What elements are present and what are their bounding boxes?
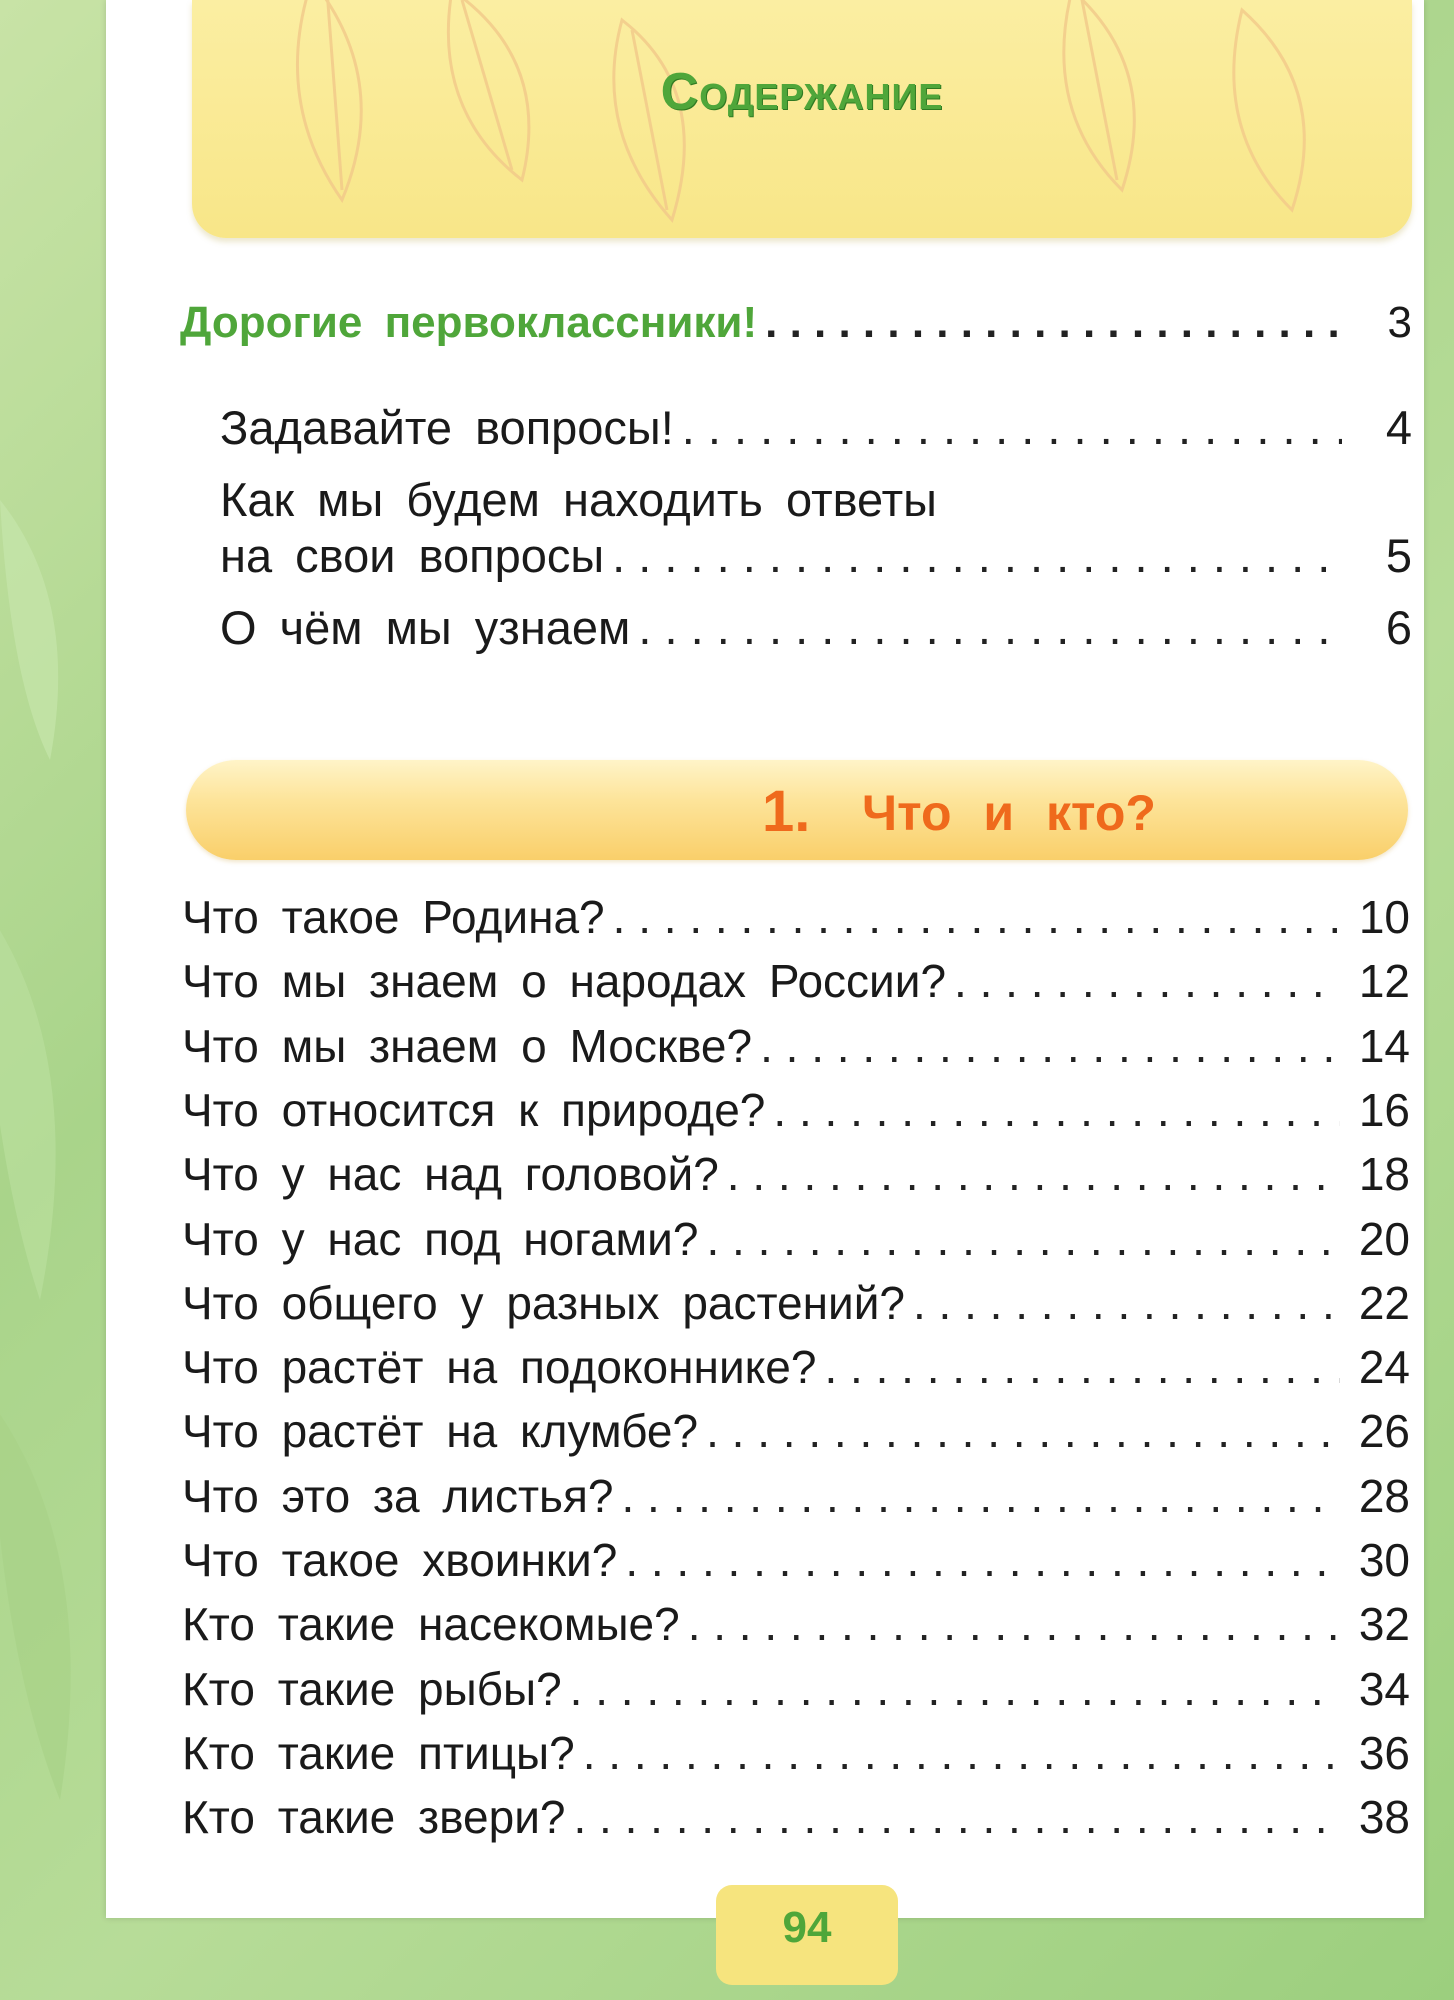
toc-entry-title: Что растёт на подоконнике?: [182, 1341, 817, 1394]
toc-entry[interactable]: [182, 1083, 1410, 1137]
toc-entry-title: Что такое хвоинки?: [182, 1534, 618, 1586]
dot-leader: [706, 1212, 1340, 1266]
toc-entry-page: 3: [1387, 298, 1412, 347]
toc-entry-line1[interactable]: [220, 472, 1412, 527]
toc-entry[interactable]: [182, 1662, 1410, 1716]
toc-entry-title: Что у нас под ногами?: [182, 1212, 699, 1265]
toc-entry-page: 5: [1385, 529, 1412, 582]
dot-leader: [727, 1147, 1340, 1201]
toc-entry-page: 6: [1385, 601, 1412, 654]
dot-leader: [570, 1662, 1340, 1716]
toc-entry-page: 16: [1358, 1083, 1410, 1136]
toc-entry[interactable]: [182, 1597, 1410, 1651]
dot-leader: [612, 528, 1342, 583]
dot-leader: [638, 600, 1342, 655]
dot-leader: [824, 1340, 1340, 1394]
toc-entry-page: 12: [1358, 955, 1410, 1008]
toc-entry-title: Кто такие насекомые?: [182, 1598, 680, 1651]
page-number: 94: [782, 1903, 832, 1952]
toc-entry[interactable]: [220, 528, 1412, 583]
dot-leader: [682, 400, 1342, 455]
toc-entry-title: Что мы знаем о народах России?: [182, 955, 947, 1008]
toc-entry[interactable]: [182, 954, 1410, 1008]
toc-entry-title: Кто такие рыбы?: [182, 1662, 562, 1715]
toc-entry[interactable]: [182, 1276, 1410, 1330]
toc-entry[interactable]: [220, 600, 1412, 655]
toc-entry-page: 10: [1358, 891, 1410, 943]
toc-entry-page: 36: [1358, 1726, 1410, 1779]
dot-leader: [760, 1019, 1340, 1073]
toc-entry[interactable]: [182, 1533, 1410, 1587]
toc-entry[interactable]: [182, 1147, 1410, 1201]
toc-entry-title: Что мы знаем о Москве?: [182, 1019, 753, 1072]
dot-leader: [765, 298, 1342, 348]
page-title: Содержание: [660, 63, 944, 121]
dot-leader: [706, 1404, 1340, 1458]
toc-entry[interactable]: [182, 1469, 1410, 1523]
toc-entry-title: О чём мы узнаем: [220, 601, 631, 654]
toc-entry[interactable]: [182, 1212, 1410, 1266]
toc-entry[interactable]: [182, 1726, 1410, 1780]
toc-entry-page: 32: [1358, 1598, 1410, 1651]
toc-entry-page: 20: [1358, 1212, 1410, 1265]
toc-entry-page: 38: [1358, 1791, 1410, 1844]
toc-entry-title: Что общего у разных растений?: [182, 1276, 905, 1329]
toc-entry-page: 24: [1358, 1341, 1410, 1394]
dot-leader: [913, 1276, 1340, 1330]
toc-entry-title: Дорогие первоклассники!: [180, 298, 758, 347]
toc-entry-page: 28: [1358, 1469, 1410, 1522]
dot-leader: [621, 1469, 1340, 1523]
toc-entry-page: 14: [1358, 1019, 1410, 1072]
toc-entry[interactable]: [182, 890, 1410, 944]
section-title: Что и кто?: [862, 785, 1156, 841]
toc-entry-title-line1: Как мы будем находить ответы: [220, 473, 937, 526]
toc-entry-page: 34: [1358, 1662, 1410, 1715]
toc-entry-page: 22: [1358, 1276, 1410, 1329]
background-leaf-decoration: [0, 0, 110, 2000]
toc-entry-title: Задавайте вопросы!: [220, 401, 674, 454]
toc-entry[interactable]: [182, 1790, 1410, 1844]
toc-entry-title: Кто такие птицы?: [182, 1726, 575, 1779]
toc-entry-title: Кто такие звери?: [182, 1791, 566, 1844]
section-number: 1.: [762, 779, 811, 844]
toc-entry-page: 30: [1358, 1534, 1410, 1586]
contents-header: [192, 0, 1412, 238]
toc-entry[interactable]: [182, 1404, 1410, 1458]
toc-entry-title: Что у нас над головой?: [182, 1148, 719, 1201]
toc-entry-page: 26: [1358, 1405, 1410, 1458]
toc-entry-title: Что относится к природе?: [182, 1083, 766, 1136]
toc-entry-intro[interactable]: [180, 298, 1412, 348]
toc-entry-title: Что такое Родина?: [182, 891, 605, 943]
dot-leader: [583, 1726, 1340, 1780]
dot-leader: [613, 890, 1340, 944]
toc-entry[interactable]: [182, 1019, 1410, 1073]
page-number-tab: [716, 1885, 898, 1985]
toc-entry-page: 18: [1358, 1148, 1410, 1201]
toc-entry-title: Что растёт на клумбе?: [182, 1405, 699, 1458]
section-banner[interactable]: [186, 760, 1408, 860]
dot-leader: [574, 1790, 1341, 1844]
toc-entry[interactable]: [220, 400, 1412, 455]
dot-leader: [773, 1083, 1340, 1137]
toc-entry-page: 4: [1385, 401, 1412, 454]
dot-leader: [954, 954, 1340, 1008]
toc-entry-title: Что это за листья?: [182, 1469, 614, 1522]
toc-entry[interactable]: [182, 1340, 1410, 1394]
dot-leader: [688, 1597, 1340, 1651]
toc-entry-title-line2: на свои вопросы: [220, 529, 605, 582]
dot-leader: [625, 1533, 1340, 1587]
